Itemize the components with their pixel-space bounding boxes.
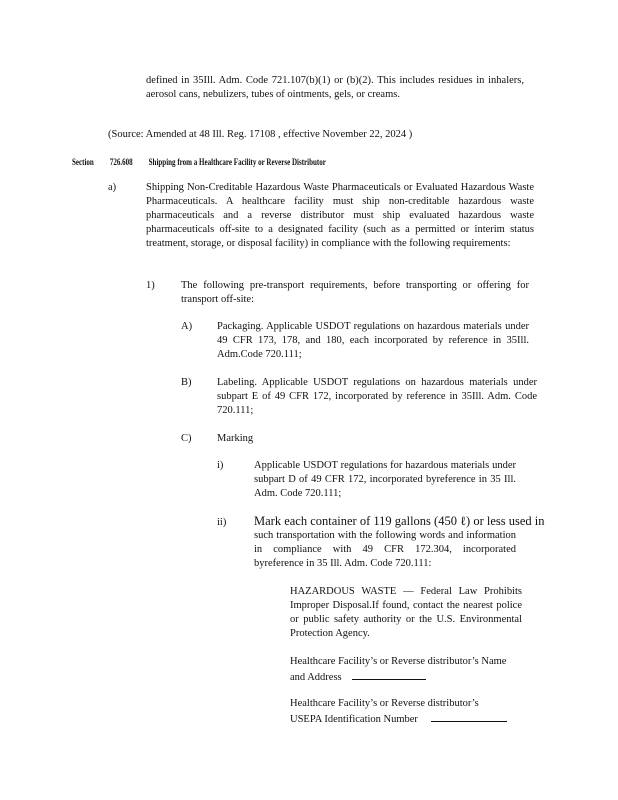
id-line-2: USEPA Identification Number: [290, 714, 418, 725]
usepa-id-label: [290, 697, 520, 727]
section-title: Shipping from a Healthcare Facility or Reverse Distributor: [148, 157, 326, 167]
name-line-2: and Address: [290, 672, 342, 683]
id-line-2-row: [290, 711, 520, 727]
section-number: 726.608: [109, 157, 133, 167]
item-ii-marker: ii): [217, 517, 227, 528]
item-B-marker: B): [181, 377, 192, 388]
subsection-a-text: Shipping Non-Creditable Hazardous Waste Pharmaceuticals or Evaluated Hazardous Waste Pharmaceuticals. A healthcare facility must ship non-creditable hazardous waste pharmaceuticals and a reverse distributor must ship evaluated hazardous waste pharmaceuticals off-site to a designated facility (such as a permitted or interim status treatment, storage, or disposal facility) in compliance with the following requirements:: [146, 182, 534, 249]
name-address-blank[interactable]: [352, 669, 426, 680]
item-A-text: Packaging. Applicable USDOT regulations on hazardous materials under 49 CFR 173, 178, and 180, each incorporated by reference in 35Ill. Adm.Code 720.111;: [217, 321, 529, 360]
subsection-a-marker: a): [108, 182, 117, 193]
item-1-text: The following pre-transport requirements, before transporting or offering for transport off-site:: [181, 280, 529, 305]
item-B-text: Labeling. Applicable USDOT regulations on hazardous materials under subpart E of 49 CFR 172, incorporated by reference in 35Ill. Adm. Code 720.111;: [217, 377, 537, 416]
usepa-id-blank[interactable]: [431, 711, 507, 722]
item-i-text: Applicable USDOT regulations for hazardous materials under subpart D of 49 CFR 172, incorporated byreference in 35 Ill. Adm. Code 720.111;: [254, 460, 516, 499]
source-note: (Source: Amended at 48 Ill. Reg. 17108 , effective November 22, 2024 ): [108, 129, 413, 140]
continuation-paragraph: defined in 35Ill. Adm. Code 721.107(b)(1) or (b)(2). This includes residues in inhalers, aerosol cans, nebulizers, tubes of ointments, gels, or creams.: [146, 75, 524, 100]
id-line-1: Healthcare Facility’s or Reverse distributor’s: [290, 698, 479, 709]
item-C-marker: C): [181, 433, 192, 444]
name-address-label: [290, 655, 533, 685]
marking-warning-text: HAZARDOUS WASTE — Federal Law Prohibits Improper Disposal.If found, contact the nearest police or public safety authority or the U.S. Environmental Protection Agency.: [290, 586, 522, 639]
item-C-text: Marking: [217, 433, 254, 444]
section-heading: [72, 155, 326, 169]
name-line-2-row: [290, 669, 533, 685]
item-A-marker: A): [181, 321, 193, 332]
item-i-marker: i): [217, 460, 224, 471]
item-ii-text: such transportation with the following words and information in compliance with 49 CFR 172.304, incorporated byreference in 35 Ill. Adm. Code 720.111:: [254, 530, 516, 569]
item-ii-lead: Mark each container of 119 gallons (450 ℓ) or less used in: [254, 514, 545, 528]
name-line-1: Healthcare Facility’s or Reverse distributor’s Name: [290, 656, 507, 667]
item-1-marker: 1): [146, 280, 155, 291]
section-label: Section: [72, 157, 94, 167]
